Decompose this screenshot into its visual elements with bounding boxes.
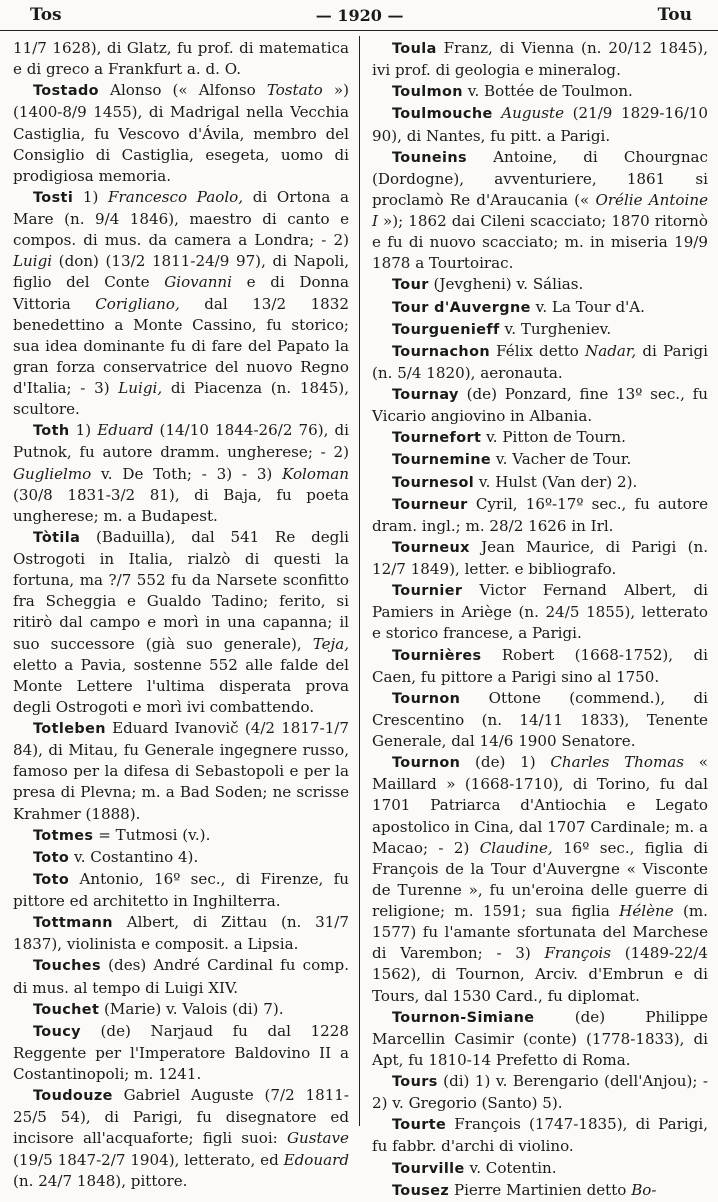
dictionary-entry bbox=[372, 1158, 708, 1180]
dictionary-entry bbox=[13, 1085, 349, 1192]
entry-italic-text: François bbox=[544, 944, 611, 963]
entry-italic-text: Charles Thomas bbox=[550, 753, 685, 772]
entry-text: « Maillard » (1668-1710), di Torino, fu dal 1701 Patriarca d'Antiochia e Legato apostolico in Cina, dal 1707 Cardinale; m. a Macao; - 2) bbox=[372, 753, 708, 857]
entry-text: Albert, di Zittau (n. 31/7 1837), violinista e composit. a Lipsia. bbox=[13, 913, 349, 954]
dictionary-entry bbox=[372, 341, 708, 384]
entry-headword: Tourguenieff bbox=[392, 321, 500, 338]
entry-headword: Tosti bbox=[33, 189, 74, 206]
entry-text: = Tutmosi (v.). bbox=[93, 825, 211, 844]
entry-text: (de) Philippe Marcellin Casimir (conte) (1778-1833), di Apt, fu 1810-14 Prefetto di Roma. bbox=[372, 1007, 708, 1069]
entry-text: Eduard Ivanovič (4/2 1817-1/7 84), di Mitau, fu Generale ingegnere russo, famoso per la difesa di Sebastopoli e per la presa di Plevna; m. a Bad Soden; ne scrisse Krahmer (1888). bbox=[13, 719, 349, 823]
entry-italic-text: Bo- bbox=[631, 1180, 657, 1199]
entry-italic-text: Giovanni bbox=[164, 273, 232, 292]
entry-text: (1489-22/4 1562), di Tournon, Arciv. d'Embrun e di Tours, dal 1530 Card., fu diplomat. bbox=[372, 944, 708, 1005]
dictionary-entry bbox=[13, 825, 349, 847]
entry-text: (30/8 1831-3/2 81), di Baja, fu poeta ungherese; m. a Budapest. bbox=[13, 485, 349, 525]
dictionary-entry bbox=[372, 103, 708, 146]
entry-headword: Toto bbox=[33, 871, 70, 888]
entry-headword: Tournay bbox=[392, 387, 459, 403]
entry-headword: Toulmon bbox=[392, 84, 463, 101]
dictionary-entry bbox=[13, 420, 349, 527]
entry-text: (Baduilla), dal 541 Re degli Ostrogoti in Italia, rialzò di questi la fortuna, ma ?/7 552 fu da Narsete sconfitto fra Scheggia e Gualdo Tadino; ferito, si ritirò dal campo e morì in una capanna; il suo successore (già suo generale), bbox=[13, 527, 349, 653]
header-left-guideword: Tos bbox=[30, 5, 62, 25]
page-header bbox=[0, 0, 718, 31]
entry-text: v. La Tour d'A. bbox=[530, 297, 645, 316]
entry-headword: Tournon-Simiane bbox=[392, 1009, 535, 1026]
entry-text: v. Hulst (Van der) 2). bbox=[474, 472, 638, 491]
entry-text: di Ortona a Mare (n. 9/4 1846), maestro di canto e compos. di mus. da camera a Londra; - 2) bbox=[13, 187, 350, 250]
entry-headword: Tourville bbox=[392, 1160, 465, 1177]
entry-text: (Jevgheni) v. Sálias. bbox=[428, 275, 584, 294]
entry-text: di Parigi (n. 5/4 1820), aeronauta. bbox=[372, 341, 708, 382]
entry-text: v. Pitton de Tourn. bbox=[481, 428, 626, 447]
entry-italic-text: Hélène bbox=[619, 902, 674, 920]
entry-italic-text: Koloman bbox=[282, 464, 349, 483]
entry-text: (des) André Cardinal fu comp. di mus. al tempo di Luigi XIV. bbox=[13, 956, 349, 997]
entry-text: v. Cotentin. bbox=[464, 1158, 557, 1177]
entry-text: Victor Fernand Albert, di Pamiers in Ariège (n. 24/5 1855), letterato e storico francese, a Parigi. bbox=[372, 581, 708, 643]
entry-text: Félix detto bbox=[490, 341, 585, 360]
entry-headword: Tour bbox=[392, 277, 429, 294]
entry-text: Jean Maurice, di Parigi (n. 12/7 1849), letter. e bibliografo. bbox=[372, 537, 708, 578]
entry-text: (21/9 1829-16/10 90), di Nantes, fu pitt. a Parigi. bbox=[372, 104, 708, 145]
dictionary-entry bbox=[13, 527, 349, 718]
entry-italic-text: Eduard bbox=[97, 421, 154, 440]
dictionary-entry bbox=[372, 1114, 708, 1157]
entry-text: 1) bbox=[73, 187, 109, 206]
entry-text: 1) bbox=[69, 421, 98, 440]
entry-headword: Tournefort bbox=[392, 430, 482, 447]
entry-text: (de) Narjaud fu dal 1228 Reggente per l'Imperatore Baldovino II a Costantinopoli; m. 1241. bbox=[13, 1021, 349, 1083]
entry-text: Antoine, di Chourgnac (Dordogne), avventuriere, 1861 si proclamò Re d'Araucania (« bbox=[372, 147, 708, 209]
dictionary-entry bbox=[372, 1007, 708, 1071]
entry-headword: Tournières bbox=[392, 647, 482, 664]
entry-text: (de) 1) bbox=[460, 753, 551, 772]
entry-italic-text: Nadar, bbox=[584, 341, 637, 360]
column-divider bbox=[359, 36, 360, 1126]
entry-italic-text: Teja, bbox=[312, 634, 349, 653]
entry-headword: Touneins bbox=[392, 149, 467, 166]
entry-headword: Tournemine bbox=[392, 452, 492, 469]
entry-headword: Tòtila bbox=[33, 529, 81, 546]
entry-text: Cyril, 16º-17º sec., fu autore dram. ingl.; m. 28/2 1626 in Irl. bbox=[372, 494, 708, 535]
dictionary-entry bbox=[372, 645, 708, 688]
entry-text: (m. 1577) fu l'amante sfortunata del Marchese di Varembon; - 3) bbox=[372, 902, 708, 963]
entry-text: v. Turgheniev. bbox=[499, 319, 612, 338]
dictionary-entry bbox=[372, 494, 708, 537]
right-column bbox=[372, 38, 708, 1199]
entry-headword: Toth bbox=[33, 423, 70, 440]
entry-headword: Tourneux bbox=[392, 539, 470, 556]
dictionary-entry bbox=[13, 1021, 349, 1085]
entry-text: 16º sec., figlia di François de la Tour d'Auvergne « Visconte de Turenne », fu un'eroina delle guerre di religione; m. 1591; sua figlia bbox=[372, 838, 708, 920]
entry-text: v. De Toth; - 3) - 3) bbox=[91, 464, 283, 483]
dictionary-entry bbox=[372, 427, 708, 449]
entry-text: di Piacenza (n. 1845), scultore. bbox=[13, 379, 349, 419]
entry-text: Antonio, 16º sec., di Firenze, fu pittore ed architetto in Inghilterra. bbox=[13, 869, 349, 910]
entry-text: (de) Ponzard, fine 13º sec., fu Vicario angiovino in Albania. bbox=[372, 385, 708, 426]
entry-text: (n. 24/7 1848), pittore. bbox=[13, 1171, 188, 1190]
entry-italic-text: Luigi bbox=[13, 252, 53, 271]
dictionary-entry bbox=[13, 869, 349, 912]
entry-headword: Toto bbox=[33, 849, 70, 866]
entry-text: Pierre Martinien detto bbox=[449, 1180, 632, 1199]
entry-italic-text: Auguste bbox=[501, 104, 564, 123]
entry-italic-text: Orélie Antoine I bbox=[372, 190, 708, 230]
entry-headword: Tourte bbox=[392, 1117, 447, 1134]
entry-italic-text: Guglielmo bbox=[13, 464, 92, 483]
entry-italic-text: Luigi, bbox=[118, 379, 163, 397]
entry-text: 11/7 1628), di Glatz, fu prof. di matematica e di greco a Frankfurt a. d. O. bbox=[13, 39, 349, 79]
entry-headword: Tourneur bbox=[392, 496, 468, 513]
dictionary-entry bbox=[13, 912, 349, 955]
dictionary-entry bbox=[13, 718, 349, 825]
dictionary-entry bbox=[13, 999, 349, 1021]
entry-headword: Tostado bbox=[33, 83, 99, 100]
dictionary-entry bbox=[372, 38, 708, 81]
entry-text: (Marie) v. Valois (di) 7). bbox=[99, 999, 284, 1018]
entry-headword: Tousez bbox=[392, 1182, 450, 1199]
entry-text: Robert (1668-1752), di Caen, fu pittore a Parigi sino al 1750. bbox=[372, 645, 708, 686]
entry-text: dal 13/2 1832 benedettino a Monte Cassino, fu storico; sua idea dominante fu di fare del Papato la gran forza conservatrice del nuovo Regno d'Italia; - 3) bbox=[13, 294, 349, 397]
entry-headword: Tournier bbox=[392, 583, 463, 600]
entry-continuation bbox=[13, 38, 349, 80]
dictionary-entry bbox=[372, 147, 708, 275]
entry-headword: Toucy bbox=[33, 1023, 81, 1040]
entry-headword: Tournesol bbox=[392, 474, 475, 491]
entry-headword: Toudouze bbox=[33, 1088, 113, 1105]
dictionary-entry bbox=[372, 449, 708, 471]
entry-text: v. Costantino 4). bbox=[69, 847, 199, 866]
dictionary-entry bbox=[372, 472, 708, 494]
entry-italic-text: Gustave bbox=[286, 1129, 349, 1148]
entry-headword: Totmes bbox=[33, 827, 94, 844]
entry-headword: Tours bbox=[392, 1074, 438, 1090]
dictionary-entry bbox=[372, 688, 708, 752]
dictionary-entry bbox=[372, 1071, 708, 1114]
entry-text: François (1747-1835), di Parigi, fu fabbr. d'archi di violino. bbox=[372, 1115, 708, 1156]
dictionary-entry bbox=[372, 274, 708, 296]
dictionary-entry bbox=[13, 955, 349, 998]
dictionary-entry bbox=[372, 580, 708, 644]
entry-headword: Touches bbox=[33, 958, 101, 975]
entry-text: v. Bottée de Toulmon. bbox=[462, 82, 633, 101]
dictionary-entry bbox=[372, 81, 708, 103]
entry-italic-text: Tostato bbox=[266, 81, 323, 100]
entry-headword: Touchet bbox=[33, 1001, 100, 1018]
entry-text: (14/10 1844-26/2 76), di Putnok, fu autore dramm. ungherese; - 2) bbox=[13, 421, 349, 462]
entry-text: Franz, di Vienna (n. 20/12 1845), ivi prof. di geologia e mineralog. bbox=[372, 39, 708, 80]
entry-headword: Tournachon bbox=[392, 343, 490, 360]
dictionary-entry bbox=[372, 537, 708, 580]
entry-text: »); 1862 dai Cileni scacciato; 1870 ritornò e fu di nuovo scacciato; m. in miseria 19/9 1878 a Tourtoirac. bbox=[372, 212, 708, 273]
dictionary-entry bbox=[13, 847, 349, 869]
dictionary-entry bbox=[372, 384, 708, 427]
entry-text: e di Donna Vittoria bbox=[13, 273, 349, 313]
entry-text: (di) 1) v. Berengario (dell'Anjou); - 2) v. Gregorio (Santo) 5). bbox=[372, 1072, 708, 1113]
entry-headword: Toulmouche bbox=[392, 106, 493, 123]
dictionary-entry bbox=[372, 752, 708, 1007]
entry-text: Ottone (commend.), di Crescentino (n. 14/11 1833), Tenente Generale, dal 14/6 1900 Senatore. bbox=[372, 688, 708, 750]
entry-headword: Totleben bbox=[33, 721, 106, 737]
entry-text: ») (1400-8/9 1455), di Madrigal nella Vecchia Castiglia, fu Vescovo d'Ávila, membro del Consiglio di Castiglia, esegeta, uomo di prodigiosa memoria. bbox=[13, 81, 350, 185]
entry-text bbox=[493, 104, 502, 122]
entry-text: v. Vacher de Tour. bbox=[491, 450, 632, 469]
dictionary-entry bbox=[372, 1180, 708, 1202]
entry-text: (don) (13/2 1811-24/9 97), di Napoli, figlio del Conte bbox=[13, 252, 349, 292]
dictionary-entry bbox=[372, 319, 708, 341]
entry-italic-text: Francesco Paolo, bbox=[108, 187, 244, 206]
entry-italic-text: Claudine, bbox=[479, 838, 553, 857]
entry-headword: Toula bbox=[392, 41, 437, 57]
entry-text: (19/5 1847-2/7 1904), letterato, ed bbox=[13, 1150, 284, 1169]
entry-headword: Tournon bbox=[392, 690, 461, 707]
dictionary-entry bbox=[13, 80, 349, 187]
entry-italic-text: Edouard bbox=[283, 1150, 349, 1169]
left-column bbox=[13, 38, 350, 1190]
dictionary-entry bbox=[372, 297, 708, 319]
entry-text: Alonso (« Alfonso bbox=[98, 81, 267, 100]
header-right-guideword: Tou bbox=[657, 5, 692, 25]
entry-headword: Tottmann bbox=[33, 915, 113, 932]
page-number: — 1920 — bbox=[315, 5, 404, 25]
entry-text: Gabriel Auguste (7/2 1811-25/5 54), di Parigi, fu disegnatore ed incisore all'acquaforte; figli suoi: bbox=[13, 1086, 349, 1148]
dictionary-entry bbox=[13, 187, 349, 420]
entry-text: eletto a Pavia, sostenne 552 alle falde del Monte Lettere l'ultima disperata prova degli Ostrogoti e morì ivi combattendo. bbox=[13, 655, 349, 716]
entry-headword: Tournon bbox=[392, 755, 461, 772]
entry-headword: Tour d'Auvergne bbox=[392, 299, 531, 316]
entry-italic-text: Corigliano, bbox=[95, 294, 180, 313]
